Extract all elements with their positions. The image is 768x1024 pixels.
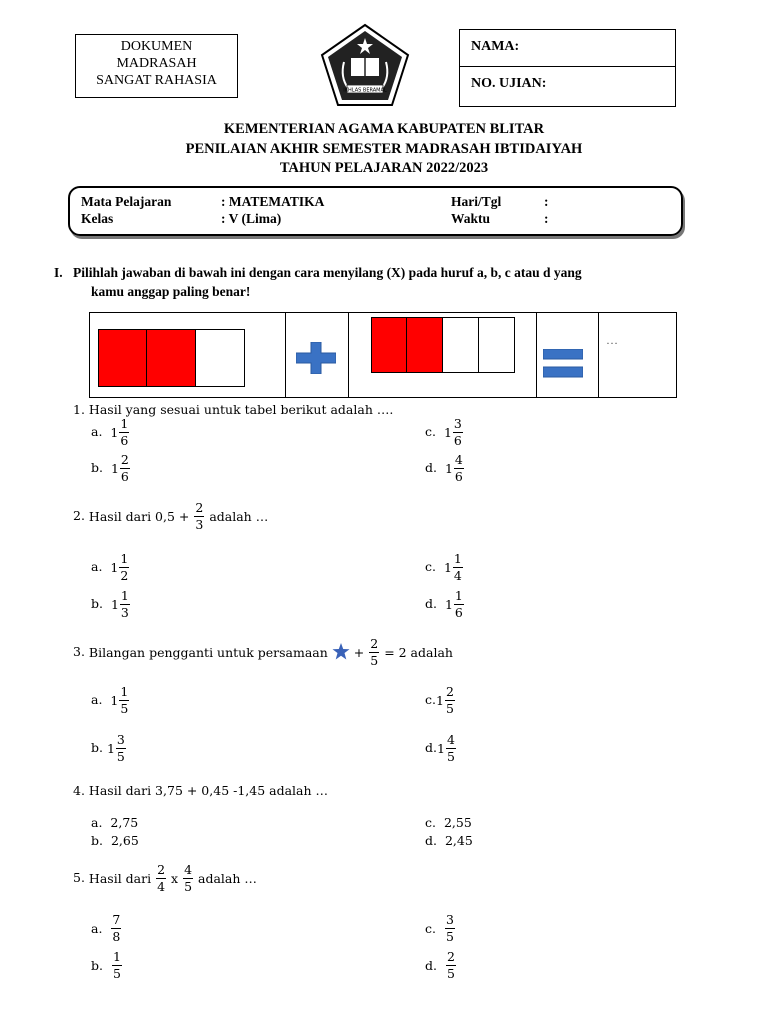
option-5d[interactable]: d. $\frac{2}{5}$ (425, 949, 455, 981)
question-1 (73, 402, 393, 417)
year-title: TAHUN PELAJARAN 2022/2023 (279, 160, 489, 176)
option-4c[interactable]: c. 2,55 (425, 815, 472, 830)
fraction-figure (89, 312, 677, 398)
option-2d[interactable]: d. 1 $\frac{1}{6}$ (425, 588, 463, 620)
question-2: 2. Hasil dari 0,5 + $\frac{2}{3}$ adalah … (73, 500, 269, 532)
empty-cell (196, 329, 245, 387)
day-value: : (544, 194, 549, 209)
plus-icon (296, 342, 336, 379)
class-label: Kelas (81, 211, 114, 226)
question-3: 3. Bilangan pengganti untuk persamaan + $\frac{2}{5}$ = 2 adalah (73, 636, 453, 668)
option-3a[interactable]: a. 1 $\frac{1}{5}$ (91, 684, 129, 716)
option-5a[interactable]: a. $\frac{7}{8}$ (91, 912, 121, 944)
subject-label: Mata Pelajaran (81, 194, 172, 209)
day-label: Hari/Tgl (451, 194, 502, 209)
instruction-line-2: kamu anggap paling benar! (91, 284, 251, 299)
option-4a[interactable]: a. 2,75 (91, 815, 139, 830)
option-1a[interactable]: a. 1 $\frac{1}{6}$ (91, 416, 129, 448)
option-4d[interactable]: d. 2,45 (425, 833, 473, 848)
option-5c[interactable]: c. $\frac{3}{5}$ (425, 912, 454, 944)
shaded-cell (371, 317, 407, 373)
option-2c[interactable]: c. 1 $\frac{1}{4}$ (425, 551, 462, 583)
secret-document-box (75, 34, 238, 98)
fraction-bar-1 (98, 329, 245, 387)
option-2a[interactable]: a. 1 $\frac{1}{2}$ (91, 551, 129, 583)
option-1b[interactable]: b. 1 $\frac{2}{6}$ (91, 452, 129, 484)
option-3b[interactable]: b. 1 $\frac{3}{5}$ (91, 732, 125, 764)
star-icon (332, 643, 350, 663)
subject-info-box (68, 186, 683, 236)
question-number: 1. (73, 402, 85, 417)
question-5: 5. Hasil dari $\frac{2}{4}$ x $\frac{4}{5}$ adalah … (73, 862, 257, 894)
shaded-cell (147, 329, 196, 387)
option-5b[interactable]: b. $\frac{1}{5}$ (91, 949, 121, 981)
fraction-bar-2 (371, 317, 515, 373)
name-field[interactable]: NAMA: (460, 30, 675, 67)
exam-number-field[interactable]: NO. UJIAN: (471, 76, 547, 91)
question-text: Hasil yang sesuai untuk tabel berikut adalah …. (88, 402, 394, 417)
equals-icon (543, 349, 583, 384)
option-4b[interactable]: b. 2,65 (91, 833, 139, 848)
question-4: 4. Hasil dari 3,75 + 0,45 -1,45 adalah … (73, 783, 329, 798)
result-placeholder: … (606, 333, 618, 347)
time-value: : (544, 211, 549, 226)
instruction-line-1: Pilihlah jawaban di bawah ini dengan cara menyilang (X) pada huruf a, b, c atau d yang (73, 265, 582, 280)
ministry-title: KEMENTERIAN AGAMA KABUPATEN BLITAR (223, 121, 545, 137)
empty-cell (443, 317, 479, 373)
student-id-box (459, 29, 676, 107)
exam-title: PENILAIAN AKHIR SEMESTER MADRASAH IBTIDAIYAH (185, 141, 583, 157)
subject-value: : MATEMATIKA (221, 194, 325, 209)
empty-cell (479, 317, 515, 373)
shaded-cell (407, 317, 443, 373)
secret-line-1: DOKUMEN (120, 39, 193, 54)
time-label: Waktu (451, 211, 491, 226)
kemenag-logo (318, 22, 412, 108)
option-3d[interactable]: d.1 $\frac{4}{5}$ (425, 732, 455, 764)
option-3c[interactable]: c.1 $\frac{2}{5}$ (425, 684, 454, 716)
option-2b[interactable]: b. 1 $\frac{1}{3}$ (91, 588, 129, 620)
secret-line-3: SANGAT RAHASIA (96, 73, 217, 88)
shaded-cell (98, 329, 147, 387)
option-1d[interactable]: d. 1 $\frac{4}{6}$ (425, 452, 463, 484)
class-value: : V (Lima) (221, 211, 282, 226)
section-number: I. (54, 265, 63, 280)
logo-text: IKHLAS BERAMAL (343, 87, 387, 94)
option-1c[interactable]: c. 1 $\frac{3}{6}$ (425, 416, 462, 448)
secret-line-2: MADRASAH (116, 56, 197, 71)
